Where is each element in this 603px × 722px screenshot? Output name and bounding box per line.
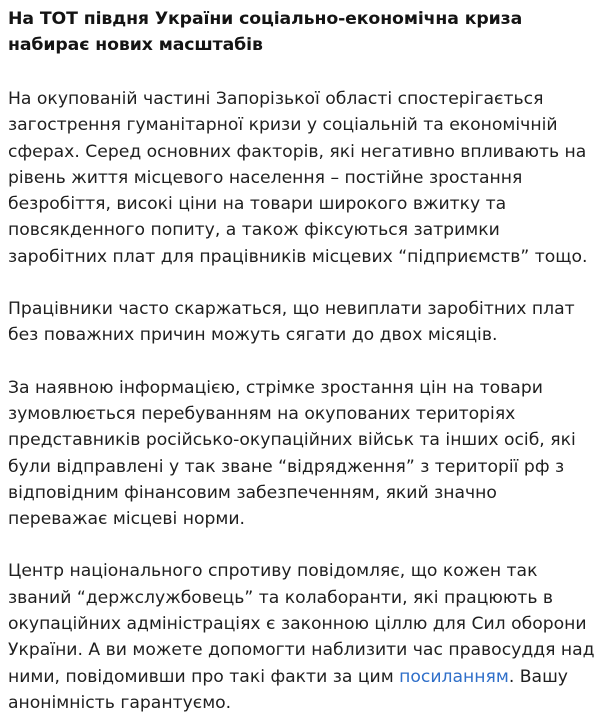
article-paragraph-2: Працівники часто скаржаться, що невиплати заробітних плат без поважних причин можуть сягати до двох місяців.	[8, 299, 575, 346]
article-title: На ТОТ півдня України соціально-економічна криза набирає нових масштабів	[8, 9, 523, 55]
article-paragraph-1: На окупованій частині Запорізької області спостерігається загострення гуманітарної кризи у соціальній та економічній сферах. Серед основних факторів, які негативно впливають на рівень життя місцевого населення – постійне зростання безробіття, високі ціни на товари широкого вжитку та повсякденного попиту, а також фіксуються затримки заробітних плат для працівників місцевих “підприємств” тощо.	[8, 89, 588, 267]
report-link[interactable]: посиланням	[399, 666, 509, 687]
article-paragraph-3: За наявною інформацією, стрімке зростання цін на товари зумовлюється перебуванням на окупованих територіях представників російсько-окупаційних військ та інших осіб, які були відправлені у так зване “відрядження” з території рф з відповідним фінансовим забезпеченням, який значно переважає місцеві норми.	[8, 377, 576, 530]
paragraph-4-tail: . Вашу анонімність гарантуємо.	[8, 666, 568, 713]
article-paragraph-4	[8, 558, 595, 716]
paragraph-4-text: Центр національного спротиву повідомляє, що кожен так званий “держслужбовець” та колаборанти, які працюють в окупаційних адміністраціях є законною ціллю для Сил оборони України. А ви можете допомогти наблизити час правосуддя над ними, повідомивши про такі факти за цим	[8, 561, 595, 687]
